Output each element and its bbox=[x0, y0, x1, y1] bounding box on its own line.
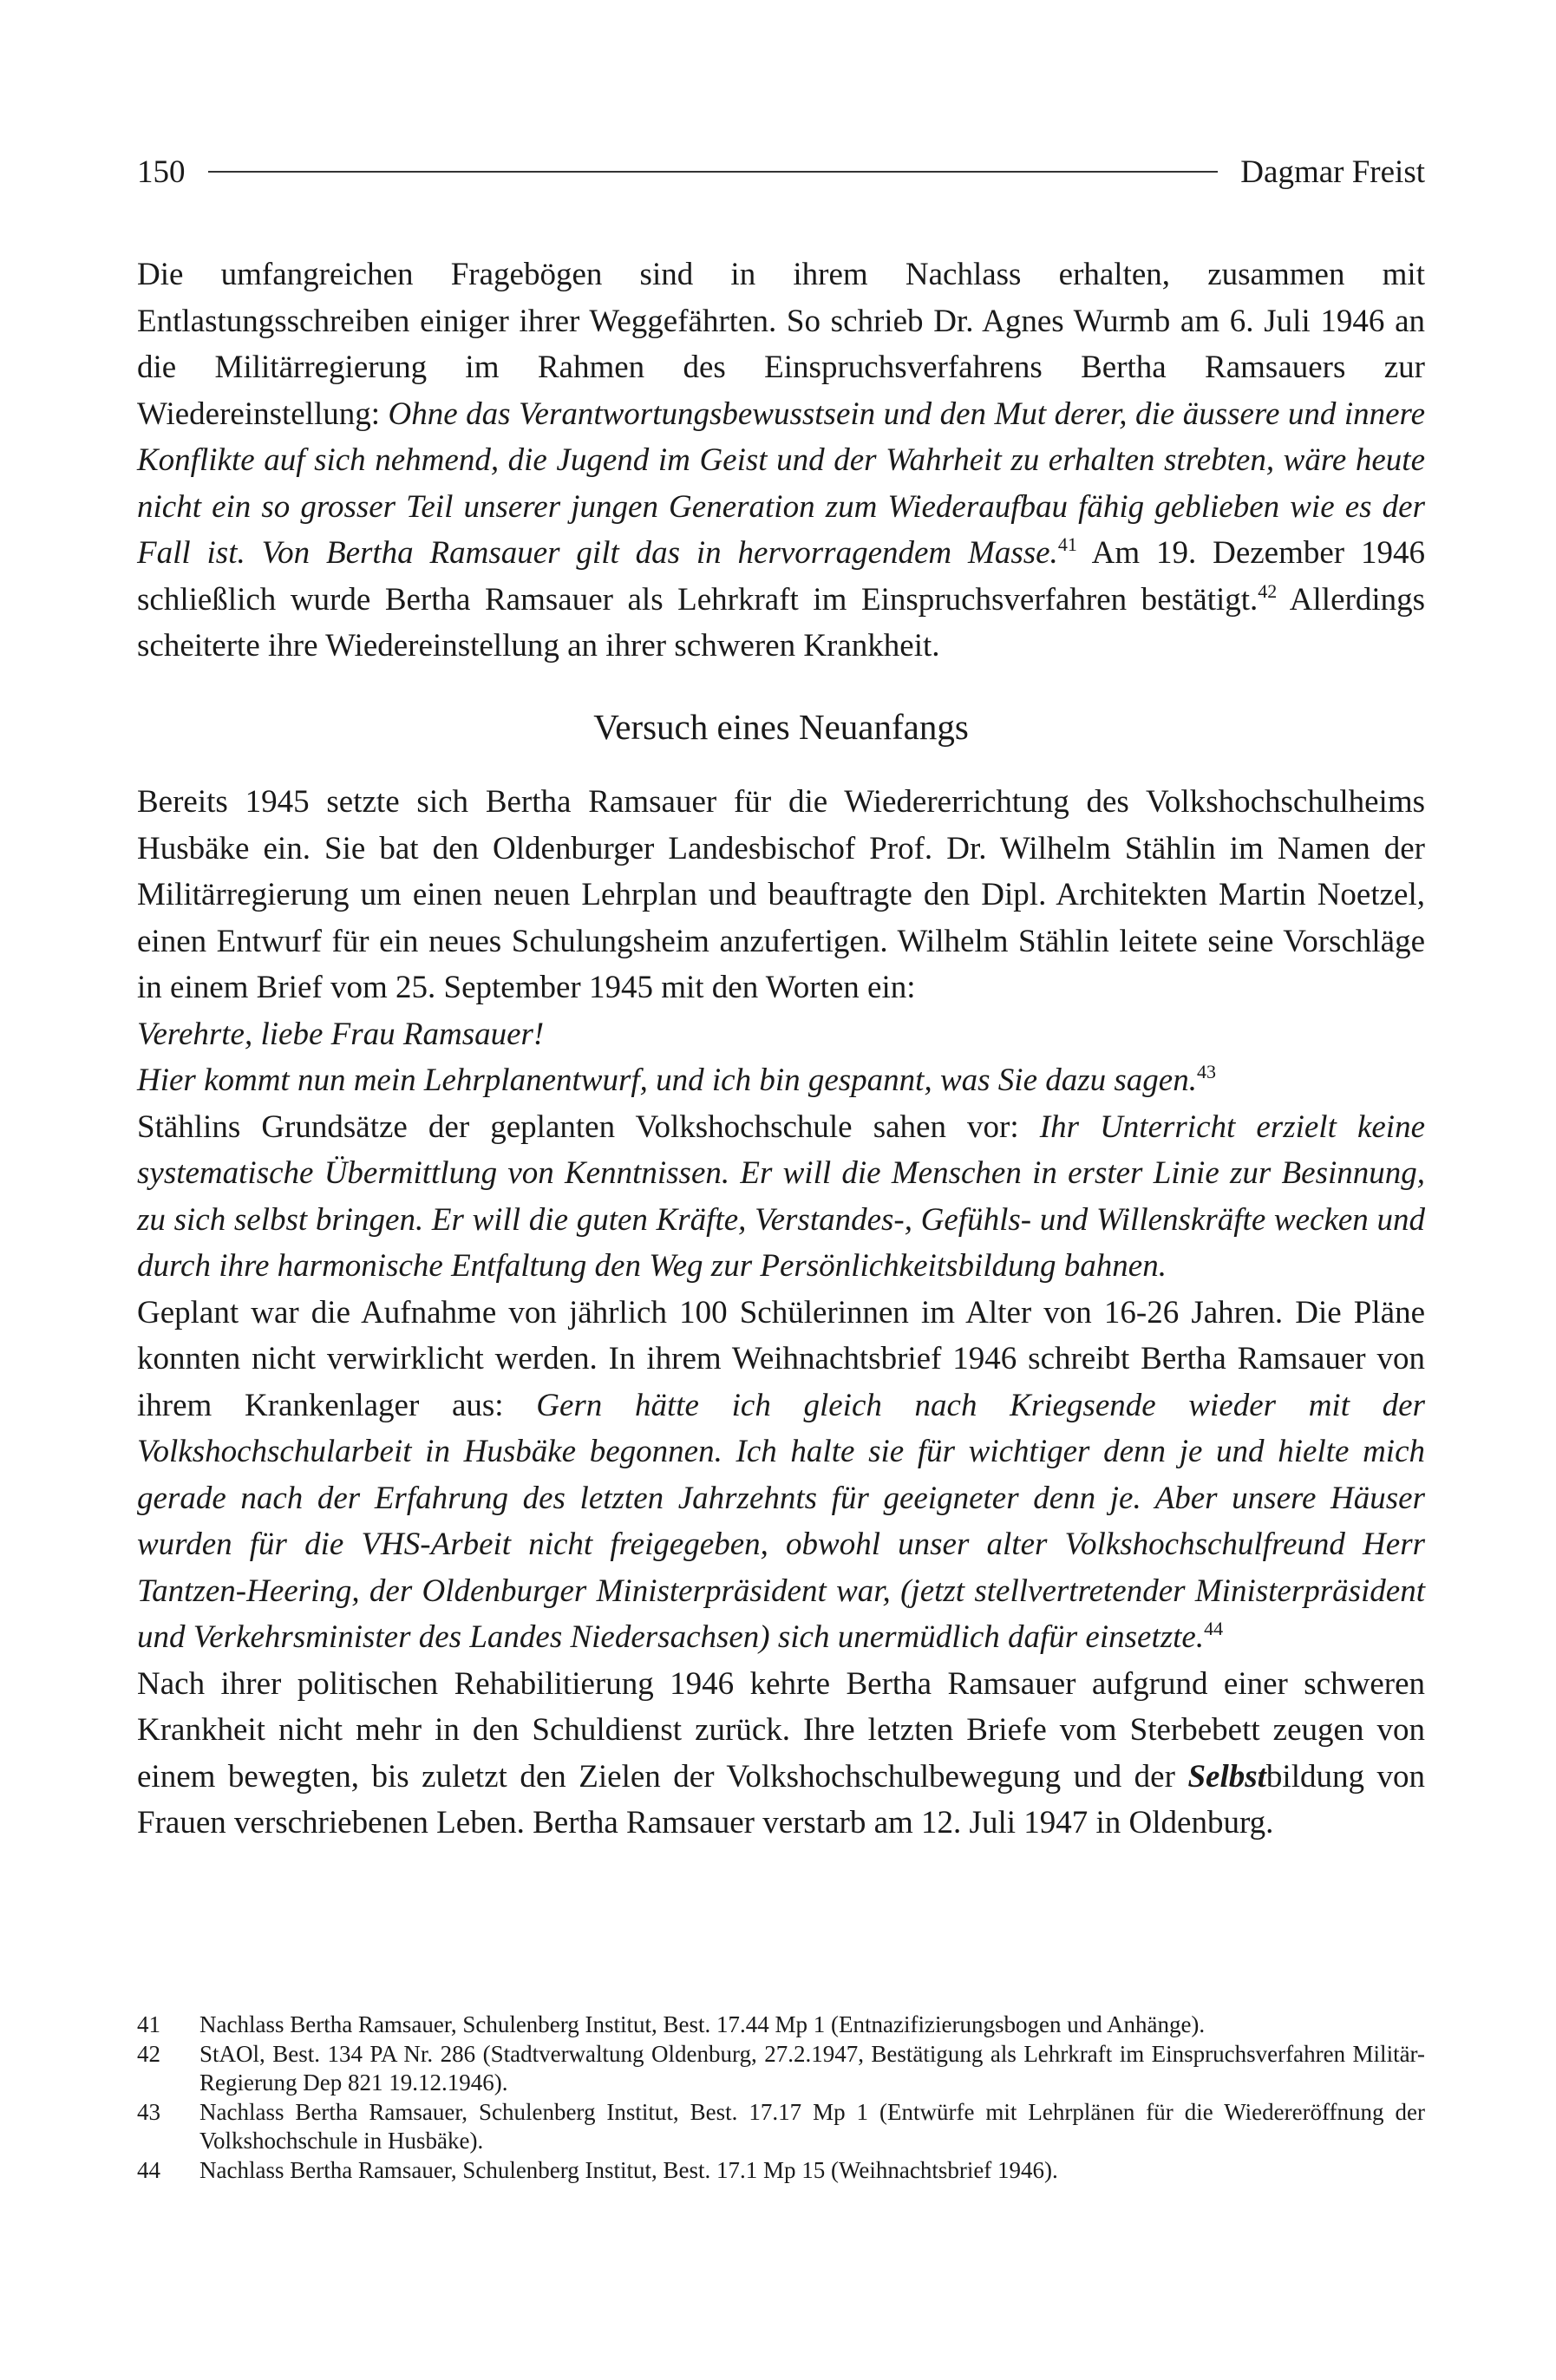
footnote-number: 44 bbox=[137, 2157, 160, 2183]
intro-paragraph bbox=[137, 252, 1425, 670]
footnote-ref[interactable]: 42 bbox=[1258, 579, 1278, 602]
paragraph bbox=[137, 1290, 1425, 1661]
section-heading: Versuch eines Neuanfangs bbox=[593, 707, 969, 747]
footnote-ref[interactable]: 44 bbox=[1204, 1618, 1224, 1639]
letter-greeting: Verehrte, liebe Frau Ramsauer! bbox=[137, 1016, 545, 1052]
text-run: Allerdings scheiterte ihre Wiedereinstellung an ihrer schweren Krankheit. bbox=[137, 581, 1426, 664]
page-number: 150 bbox=[137, 154, 186, 190]
footnote-number: 42 bbox=[137, 2041, 160, 2067]
paragraph bbox=[137, 252, 1425, 670]
text-run: Am 19. Dezember 1946 schließlich wurde Bertha Ramsauer als Lehrkraft im Einspruchsverfahren bestätigt. bbox=[137, 535, 1425, 618]
quotation: Gern hätte ich gleich nach Kriegsende wieder mit der Volkshochschularbeit in Husbäke begonnen. Ich halte sie für wichtiger denn je und hielte mich gerade nach der Erfahrung des letzten Jahrzehnts für geeigneter denn je. Aber unsere Häuser wurden für die VHS-Arbeit nicht freigegeben, obwohl unser alter Volkshochschulfreund Herr Tantzen-Heering, der Oldenburger Ministerpräsident war, (jetzt stellvertretender Ministerpräsident und Verkehrsminister des Landes Niedersachsen) sich unermüdlich dafür einsetzte. bbox=[137, 1387, 1425, 1655]
running-header bbox=[137, 146, 1425, 198]
footnotes bbox=[137, 2011, 1425, 2186]
footnote-number: 43 bbox=[137, 2099, 160, 2125]
quotation: Hier kommt nun mein Lehrplanentwurf, und ich bin gespannt, was Sie dazu sagen. bbox=[137, 1062, 1197, 1098]
section-body bbox=[137, 779, 1425, 1847]
quotation: Ohne das Verantwortungsbewusstsein und den Mut derer, die äussere und innere Konflikte auf sich nehmend, die Jugend im Geist und der Wahrheit zu erhalten strebten, wäre heute nicht ein so grosser Teil unserer jungen Generation zum Wiederaufbau fähig geblieben wie es der Fall ist. Von Bertha Ramsauer gilt das in hervorragendem Masse. bbox=[137, 396, 1425, 571]
footnote-text: Nachlass Bertha Ramsauer, Schulenberg Institut, Best. 17.44 Mp 1 (Entnazifizierungsbogen und Anhänge). bbox=[199, 2011, 1206, 2037]
text-run: bildung von Frauen verschriebenen Leben. Bertha Ramsauer verstarb am 12. Juli 1947 in Oldenburg. bbox=[137, 1758, 1426, 1841]
footnote-ref[interactable]: 43 bbox=[1196, 1061, 1216, 1082]
footnote bbox=[137, 2040, 1425, 2097]
paragraph: Bereits 1945 setzte sich Bertha Ramsauer für die Wiedererrichtung des Volkshochschulheims Husbäke ein. Sie bat den Oldenburger Landesbischof Prof. Dr. Wilhelm Stählin im Namen der Militärregierung um einen neuen Lehrplan und beauftragte den Dipl. Architekten Martin Noetzel, einen Entwurf für ein neues Schulungsheim anzufertigen. Wilhelm Stählin leitete seine Vorschläge in einem Brief vom 25. September 1945 mit den Worten ein: bbox=[137, 784, 1425, 1005]
footnote-text: Nachlass Bertha Ramsauer, Schulenberg Institut, Best. 17.1 Mp 15 (Weihnachtsbrief 1946). bbox=[199, 2157, 1058, 2183]
footnote-text: StAOl, Best. 134 PA Nr. 286 (Stadtverwaltung Oldenburg, 27.2.1947, Bestätigung als Lehrkraft im Einspruchsverfahren Militär-Regierung Dep 821 19.12.1946). bbox=[199, 2041, 1425, 2096]
footnote bbox=[137, 2098, 1425, 2155]
header-rule bbox=[208, 171, 1219, 173]
text-run: Stählins Grundsätze der geplanten Volkshochschule sahen vor: bbox=[137, 1108, 1040, 1145]
footnote-number: 41 bbox=[137, 2011, 160, 2037]
letter-quote bbox=[137, 1057, 1425, 1104]
footnote bbox=[137, 2156, 1425, 2185]
text-run: Geplant war die Aufnahme von jährlich 100 Schülerinnen im Alter von 16-26 Jahren. Die Pläne konnten nicht verwirklicht werden. In ihrem Weihnachtsbrief 1946 schreibt Bertha Ramsauer von ihrem Krankenlager aus: bbox=[137, 1294, 1425, 1423]
footnote-text: Nachlass Bertha Ramsauer, Schulenberg Institut, Best. 17.17 Mp 1 (Entwürfe mit Lehrplänen für die Wiedereröffnung der Volkshochschule in Husbäke). bbox=[199, 2099, 1425, 2154]
running-author: Dagmar Freist bbox=[1240, 154, 1425, 190]
paragraph bbox=[137, 1661, 1425, 1847]
paragraph bbox=[137, 1104, 1425, 1290]
text-run: Nach ihrer politischen Rehabilitierung 1946 kehrte Bertha Ramsauer aufgrund einer schweren Krankheit nicht mehr in den Schuldienst zurück. Ihre letzten Briefe vom Sterbebett zeugen von einem bewegten, bis zuletzt den Zielen der Volkshochschulbewegung und der bbox=[137, 1665, 1425, 1795]
emphasis: Selbst bbox=[1187, 1758, 1266, 1795]
quotation: Ihr Unterricht erzielt keine systematische Übermittlung von Kenntnissen. Er will die Menschen in erster Linie zur Besinnung, zu sich selbst bringen. Er will die guten Kräfte, Verstandes-, Gefühls- und Willenskräfte wecken und durch ihre harmonische Entfaltung den Weg zur Persönlichkeitsbildung bahnen. bbox=[137, 1108, 1425, 1284]
text-run: Die umfangreichen Fragebögen sind in ihrem Nachlass erhalten, zusammen mit Entlastungsschreiben einiger ihrer Weggefährten. So schrieb Dr. Agnes Wurmb am 6. Juli 1946 an die Militärregierung im Rahmen des Einspruchsverfahrens Bertha Ramsauers zur Wiedereinstellung: bbox=[137, 257, 1425, 432]
footnote-ref[interactable]: 41 bbox=[1057, 533, 1077, 555]
footnote bbox=[137, 2011, 1425, 2039]
